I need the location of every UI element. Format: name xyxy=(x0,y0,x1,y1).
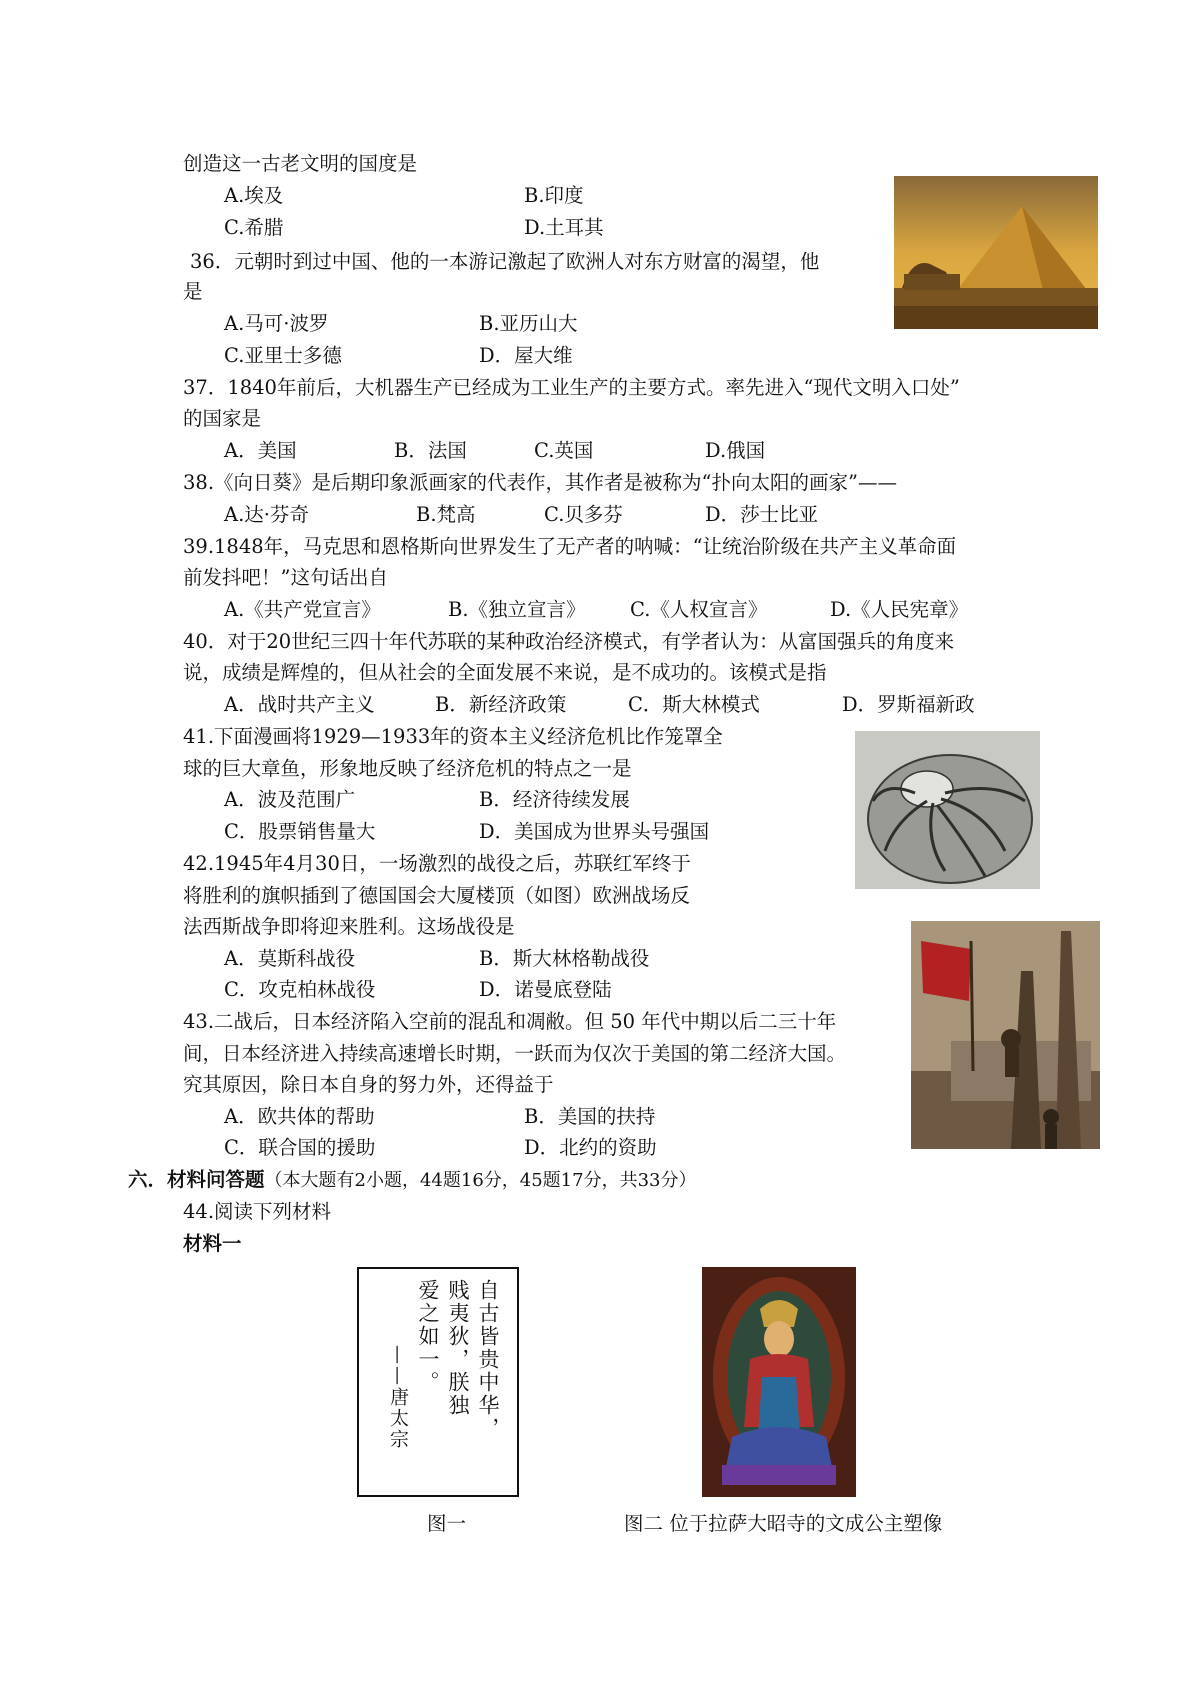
pyramid-sphinx-photo-icon xyxy=(894,176,1098,329)
q40-option-a: A．战时共产主义 xyxy=(224,693,375,716)
figure1-column-3: 爱之如一。 xyxy=(416,1279,440,1394)
q41-option-b: B．经济待续发展 xyxy=(479,788,630,811)
q39-option-c: C.《人权宣言》 xyxy=(630,598,768,621)
q42-option-b: B．斯大林格勒战役 xyxy=(479,947,650,970)
q41-stem-line2: 球的巨大章鱼，形象地反映了经济危机的特点之一是 xyxy=(183,757,632,780)
q39-option-b: B.《独立宣言》 xyxy=(448,598,586,621)
q42-stem-line2: 将胜利的旗帜插到了德国国会大厦楼顶（如图）欧洲战场反 xyxy=(183,884,691,907)
q40-stem-line1: 40．对于20世纪三四十年代苏联的某种政治经济模式，有学者认为：从富国强兵的角度来 xyxy=(183,630,955,653)
q39-option-d: D.《人民宪章》 xyxy=(830,598,969,621)
q41-stem-line1: 41.下面漫画将1929—1933年的资本主义经济危机比作笼罩全 xyxy=(183,725,723,748)
octopus-globe-cartoon-icon xyxy=(855,731,1040,889)
q36-option-c: C.亚里士多德 xyxy=(224,344,342,367)
q35-option-c: C.希腊 xyxy=(224,216,284,239)
q43-stem-line3: 究其原因，除日本自身的努力外，还得益于 xyxy=(183,1073,554,1096)
q35-option-d: D.土耳其 xyxy=(524,216,604,239)
q37-option-c: C.英国 xyxy=(534,439,594,462)
q37-stem-line1: 37．1840年前后，大机器生产已经成为工业生产的主要方式。率先进入“现代文明入口处” xyxy=(183,376,960,399)
q38-option-b: B.梵高 xyxy=(416,503,476,526)
q36-option-b: B.亚历山大 xyxy=(479,312,578,335)
q35-option-b: B.印度 xyxy=(524,184,584,207)
q37-option-d: D.俄国 xyxy=(705,439,766,462)
q41-option-a: A．波及范围广 xyxy=(224,788,356,811)
q40-option-c: C．斯大林模式 xyxy=(628,693,760,716)
q39-stem-line1: 39.1848年，马克思和恩格斯向世界发生了无产者的呐喊：“让统治阶级在共产主义革命面 xyxy=(183,535,957,558)
section-six-note: （本大题有2小题，44题16分，45题17分，共33分） xyxy=(264,1170,697,1191)
section-six-heading xyxy=(128,1166,697,1195)
q35-stem: 创造这一古老文明的国度是 xyxy=(183,152,418,175)
q39-stem-line2: 前发抖吧！”这句话出自 xyxy=(183,566,388,589)
q44-stem: 44.阅读下列材料 xyxy=(183,1200,332,1223)
q38-option-c: C.贝多芬 xyxy=(544,503,623,526)
q36-stem-line1: 36．元朝时到过中国、他的一本游记激起了欧洲人对东方财富的渴望，他 xyxy=(190,250,820,273)
figure1-column-4: ——唐太宗 xyxy=(387,1345,409,1450)
q43-option-c: C．联合国的援助 xyxy=(224,1136,376,1159)
q43-option-b: B．美国的扶持 xyxy=(524,1105,656,1128)
q39-option-a: A.《共产党宣言》 xyxy=(224,598,381,621)
q40-stem-line2: 说，成绩是辉煌的，但从社会的全面发展不来说，是不成功的。该模式是指 xyxy=(183,661,827,684)
q37-option-b: B．法国 xyxy=(394,439,467,462)
q36-stem-line2: 是 xyxy=(183,280,203,303)
section-six-title: 六．材料问答题 xyxy=(128,1168,265,1191)
princess-wencheng-statue-photo-icon xyxy=(702,1267,856,1497)
q36-option-a: A.马可·波罗 xyxy=(224,312,329,335)
q40-option-d: D．罗斯福新政 xyxy=(842,693,975,716)
q42-stem-line1: 42.1945年4月30日，一场激烈的战役之后，苏联红军终于 xyxy=(183,852,691,875)
q41-option-c: C．股票销售量大 xyxy=(224,820,376,843)
q42-option-d: D．诺曼底登陆 xyxy=(479,978,612,1001)
q43-stem-line1: 43.二战后，日本经济陷入空前的混乱和凋敝。但 50 年代中期以后二三十年 xyxy=(183,1010,837,1033)
q38-option-d: D．莎士比亚 xyxy=(705,503,819,526)
q42-option-c: C．攻克柏林战役 xyxy=(224,978,376,1001)
figure1-quote-box xyxy=(357,1267,519,1497)
q36-option-d: D．屋大维 xyxy=(479,344,573,367)
q43-stem-line2: 间，日本经济进入持续高速增长时期，一跃而为仅次于美国的第二经济大国。 xyxy=(183,1042,847,1065)
q41-option-d: D．美国成为世界头号强国 xyxy=(479,820,710,843)
reichstag-flag-photo-icon xyxy=(911,921,1100,1149)
figure1-caption: 图一 xyxy=(427,1512,467,1535)
figure1-column-2: 贱夷狄，朕独 xyxy=(446,1279,470,1417)
figure2-caption: 图二 位于拉萨大昭寺的文成公主塑像 xyxy=(624,1512,943,1535)
q44-material-label: 材料一 xyxy=(183,1232,242,1255)
q43-option-d: D．北约的资助 xyxy=(524,1136,657,1159)
q35-option-a: A.埃及 xyxy=(224,184,284,207)
figure1-column-1: 自古皆贵中华， xyxy=(476,1279,500,1440)
q43-option-a: A．欧共体的帮助 xyxy=(224,1105,375,1128)
q37-stem-line2: 的国家是 xyxy=(183,407,262,430)
q38-option-a: A.达·芬奇 xyxy=(224,503,309,526)
q40-option-b: B．新经济政策 xyxy=(435,693,567,716)
q42-stem-line3: 法西斯战争即将迎来胜利。这场战役是 xyxy=(183,915,515,938)
q42-option-a: A．莫斯科战役 xyxy=(224,947,356,970)
q37-option-a: A．美国 xyxy=(224,439,297,462)
q38-stem: 38.《向日葵》是后期印象派画家的代表作，其作者是被称为“扑向太阳的画家”—— xyxy=(183,471,897,494)
